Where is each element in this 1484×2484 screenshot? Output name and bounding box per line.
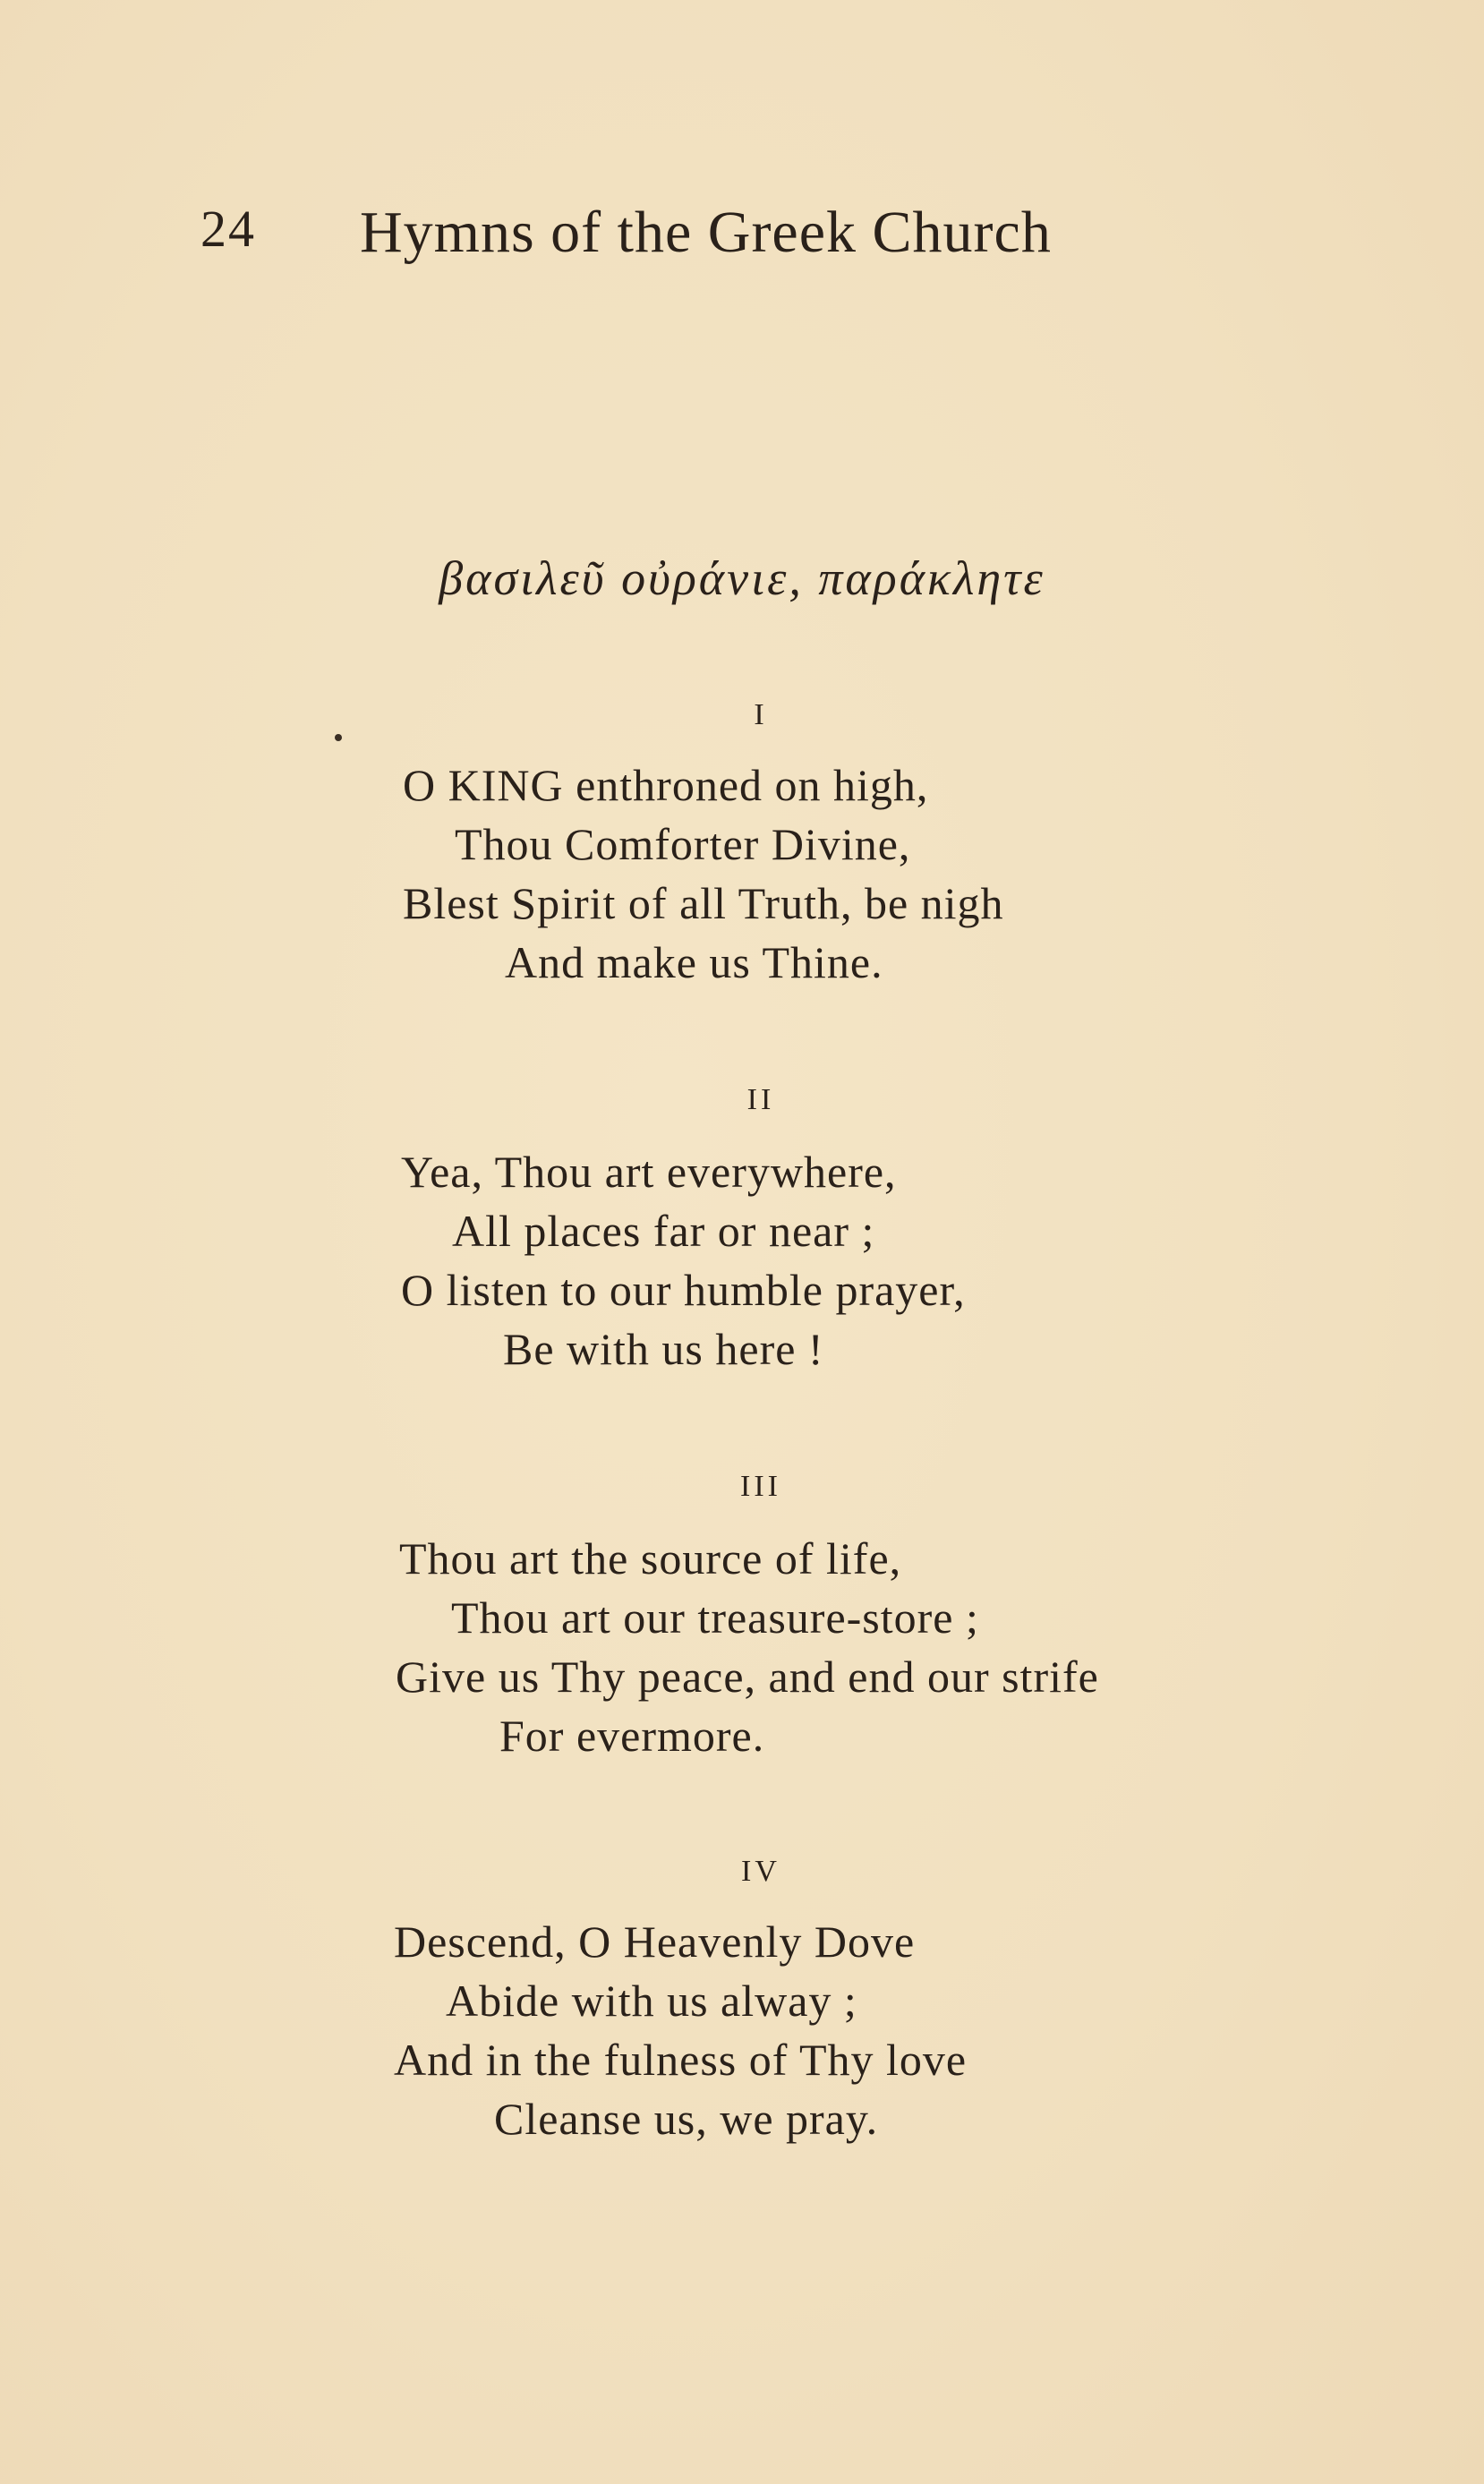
page-number: 24	[200, 200, 256, 258]
verse-line: And in the fulness of Thy love	[394, 2035, 968, 2085]
verse-line: All places far or near ;	[452, 1206, 875, 1256]
verse-line: Descend, O Heavenly Dove	[394, 1916, 916, 1967]
verse-line: Thou art our treasure-store ;	[451, 1592, 979, 1643]
stanza-number: II	[746, 1083, 775, 1116]
stanza-number: IV	[741, 1855, 780, 1888]
verse-line: Abide with us alway ;	[446, 1976, 857, 2026]
verse-line: Thou art the source of life,	[399, 1533, 902, 1583]
verse-line: And make us Thine.	[505, 937, 883, 987]
verse-line: Be with us here !	[503, 1324, 824, 1374]
hymn-greek-title: βασιλεῦ οὐράνιε, παράκλητε	[439, 551, 1045, 605]
book-title: Hymns of the Greek Church	[360, 200, 1052, 265]
verse-line: Cleanse us, we pray.	[494, 2094, 879, 2144]
verse-line: Thou Comforter Divine,	[455, 819, 911, 869]
print-speck	[335, 734, 342, 741]
stanza-number: I	[754, 698, 768, 731]
verse-line: O KING enthroned on high,	[403, 760, 929, 810]
verse-line: Give us Thy peace, and end our strife	[396, 1652, 1099, 1702]
verse-line: Blest Spirit of all Truth, be nigh	[403, 878, 1004, 928]
verse-line: Yea, Thou art everywhere,	[401, 1147, 897, 1197]
verse-line: For evermore.	[499, 1711, 765, 1761]
stanza-number: III	[740, 1470, 781, 1503]
verse-line: O listen to our humble prayer,	[401, 1265, 966, 1315]
